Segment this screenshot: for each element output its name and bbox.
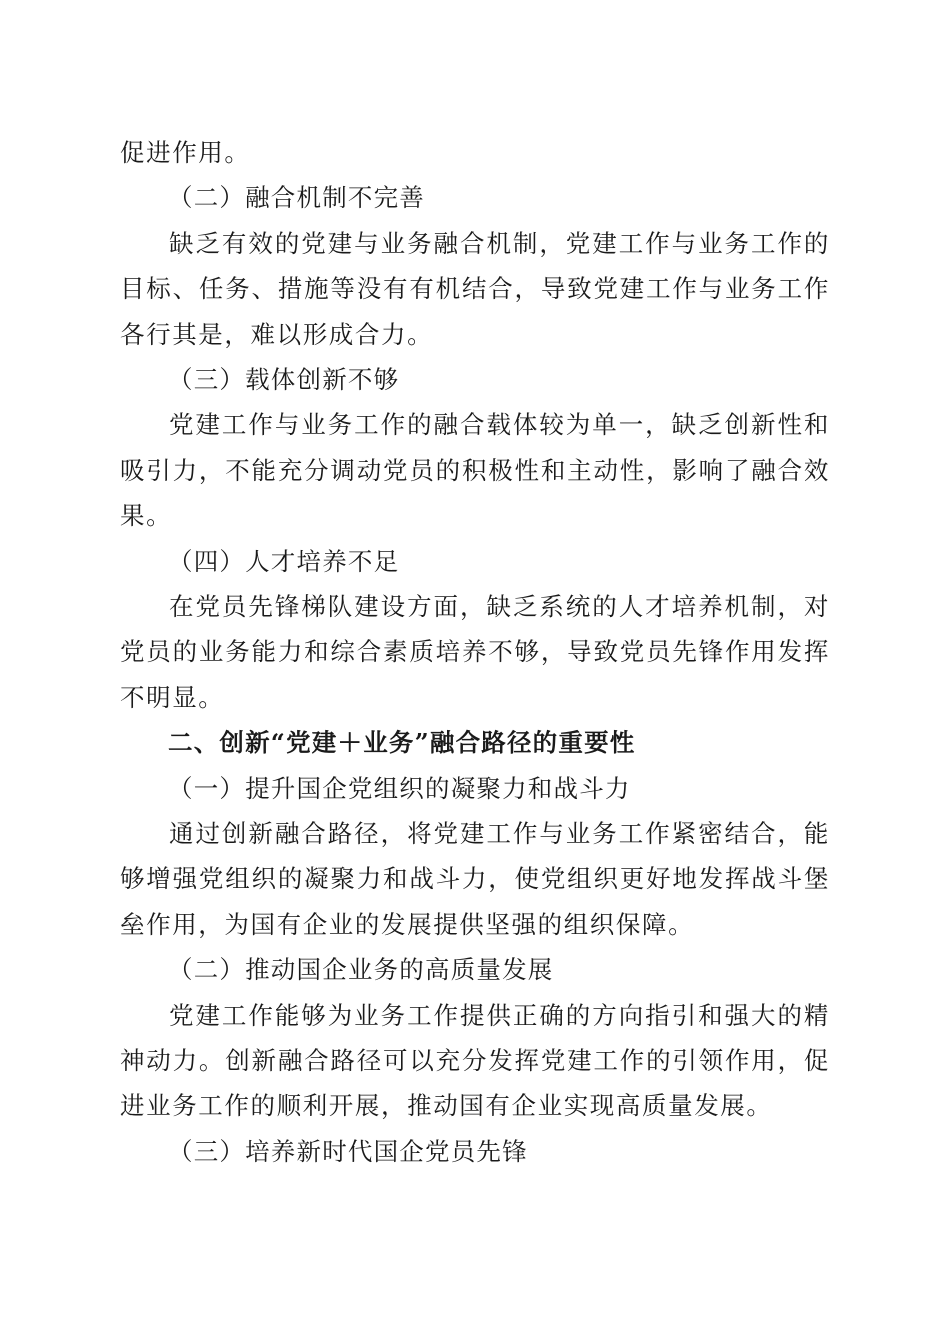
subheading-development: （二）推动国企业务的高质量发展 (168, 955, 554, 985)
paragraph-development: 党建工作能够为业务工作提供正确的方向指引和强大的精神动力。创新融合路径可以充分发挥党建工作的引领作用，促进业务工作的顺利开展，推动国有企业实现高质量发展。 (120, 1000, 830, 1121)
subheading-pioneers: （三）培养新时代国企党员先锋 (168, 1136, 528, 1166)
paragraph-talent: 在党员先锋梯队建设方面，缺乏系统的人才培养机制，对党员的业务能力和综合素质培养不够，导致党员先锋作用发挥不明显。 (120, 592, 830, 712)
subheading-talent: （四）人才培养不足 (168, 546, 400, 576)
section-heading-importance: 二、创新“党建＋业务”融合路径的重要性 (168, 728, 636, 758)
paragraph-mechanism: 缺乏有效的党建与业务融合机制，党建工作与业务工作的目标、任务、措施等没有有机结合，导致党建工作与业务工作各行其是，难以形成合力。 (120, 228, 830, 349)
subheading-mechanism: （二）融合机制不完善 (168, 183, 425, 213)
subheading-cohesion: （一）提升国企党组织的凝聚力和战斗力 (168, 773, 631, 803)
paragraph-carrier: 党建工作与业务工作的融合载体较为单一，缺乏创新性和吸引力，不能充分调动党员的积极性和主动性，影响了融合效果。 (120, 410, 830, 531)
paragraph-continuation: 促进作用。 (120, 138, 251, 167)
subheading-carrier: （三）载体创新不够 (168, 365, 400, 394)
document-page (120, 130, 830, 1174)
paragraph-cohesion: 通过创新融合路径，将党建工作与业务工作紧密结合，能够增强党组织的凝聚力和战斗力，使党组织更好地发挥战斗堡垒作用，为国有企业的发展提供坚强的组织保障。 (120, 819, 830, 939)
